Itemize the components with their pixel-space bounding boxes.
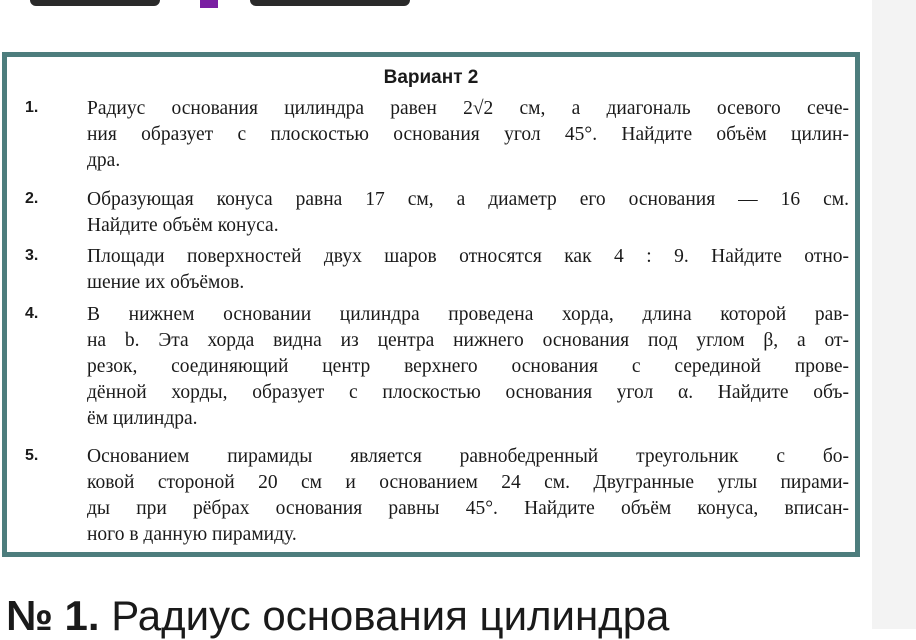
problem-line: Радиус основания цилиндра равен 2√2 см, а диагональ осевого сече- <box>87 98 849 119</box>
variant-heading: Вариант 2 <box>383 67 479 88</box>
cropped-accent-mark <box>200 0 218 8</box>
problem-number: 4. <box>25 305 39 322</box>
problem-line: Найдите объём конуса. <box>87 215 279 236</box>
problem-number: 1. <box>25 99 39 116</box>
problem-number: 3. <box>25 247 39 264</box>
solution-number: № 1. <box>6 592 100 639</box>
problem-line: ём цилиндра. <box>87 408 198 429</box>
problem-line: дра. <box>87 150 121 171</box>
problem-line: ния образует с плоскостью основания угол 45°. Найдите объём цилин- <box>87 124 849 145</box>
problem-line: резок, соединяющий центр верхнего основания с серединой прове- <box>87 356 849 377</box>
problem-line: ковой стороной 20 см и основанием 24 см. Двугранные углы пирами- <box>87 472 849 493</box>
cropped-heading-part <box>250 0 410 6</box>
problem-line: Основанием пирамиды является равнобедренный треугольник с бо- <box>87 446 849 467</box>
solution-text: Радиус основания цилиндра <box>111 592 670 639</box>
right-side-panel <box>872 0 916 629</box>
top-cropped-heading <box>0 0 872 14</box>
problem-line: дённой хорды, образует с плоскостью основания угол α. Найдите объ- <box>87 382 849 403</box>
problem-line: Площади поверхностей двух шаров относятся как 4 : 9. Найдите отно- <box>87 246 849 267</box>
problem-number: 2. <box>25 190 39 207</box>
problem-line: ды при рёбрах основания равны 45°. Найдите объём конуса, вписан- <box>87 498 849 519</box>
problem-line: Образующая конуса равна 17 см, а диаметр его основания — 16 см. <box>87 189 849 210</box>
problem-number: 5. <box>25 447 39 464</box>
problem-line: на b. Эта хорда видна из центра нижнего основания под углом β, а от- <box>87 330 849 351</box>
problem-line: ного в данную пирамиду. <box>87 524 297 545</box>
problem-line: В нижнем основании цилиндра проведена хорда, длина которой рав- <box>87 304 849 325</box>
cropped-heading-part <box>30 0 160 6</box>
problem-line: шение их объёмов. <box>87 272 245 293</box>
solution-heading <box>6 592 669 640</box>
variant-card <box>2 52 860 557</box>
